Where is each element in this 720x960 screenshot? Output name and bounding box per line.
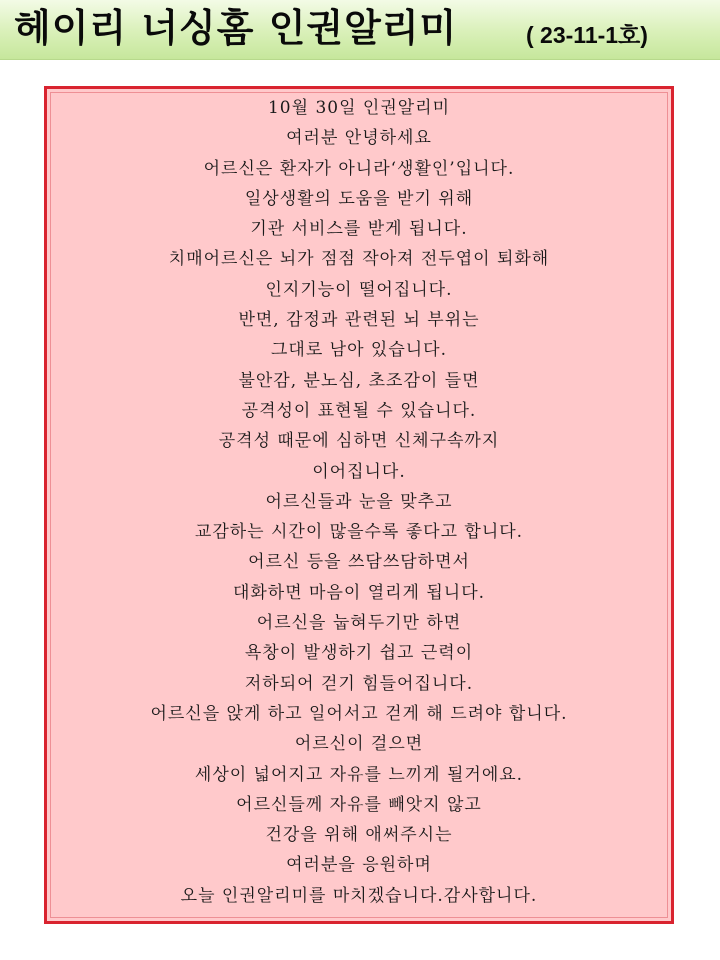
notice-line: 어르신 등을 쓰담쓰담하면서 xyxy=(248,552,470,573)
notice-line: 일상생활의 도움을 받기 위해 xyxy=(244,188,474,209)
notice-line: 여러분 안녕하세요 xyxy=(286,128,432,149)
notice-line: 이어집니다. xyxy=(312,461,406,482)
notice-line: 기관 서비스를 받게 됩니다. xyxy=(250,219,468,240)
notice-line: 여러분을 응원하며 xyxy=(286,855,432,876)
notice-line: 반면, 감정과 관련된 뇌 부위는 xyxy=(238,310,480,331)
notice-line: 치매어르신은 뇌가 점점 작아져 전두엽이 퇴화해 xyxy=(168,249,550,270)
notice-line: 어르신을 눕혀두기만 하면 xyxy=(256,613,462,634)
notice-line: 오늘 인권알리미를 마치겠습니다.감사합니다. xyxy=(180,885,538,906)
notice-line: 그대로 남아 있습니다. xyxy=(270,340,447,361)
notice-line: 공격성이 표현될 수 있습니다. xyxy=(241,400,477,421)
notice-text xyxy=(50,93,668,911)
notice-line: 어르신은 환자가 아니라‘생활인’입니다. xyxy=(203,158,515,179)
notice-line: 대화하면 마음이 열리게 됩니다. xyxy=(232,582,486,603)
notice-line: 10월 30일 인권알리미 xyxy=(267,98,451,118)
notice-line: 공격성 때문에 심하면 신체구속까지 xyxy=(218,431,500,452)
notice-line: 욕창이 발생하기 쉽고 근력이 xyxy=(244,643,474,664)
notice-line: 건강을 위해 애써주시는 xyxy=(265,825,453,846)
notice-line: 세상이 넓어지고 자유를 느끼게 될거에요. xyxy=(194,764,524,785)
issue-number: ( 23-11-1호) xyxy=(526,22,648,48)
notice-line: 어르신이 걸으면 xyxy=(294,734,424,755)
notice-line: 불안감, 분노심, 초조감이 들면 xyxy=(238,370,480,391)
header-banner xyxy=(0,0,720,60)
notice-line: 인지기능이 떨어집니다. xyxy=(265,279,453,300)
notice-line: 어르신들께 자유를 빼앗지 않고 xyxy=(236,794,482,815)
notice-line: 저하되어 걷기 힘들어집니다. xyxy=(244,673,474,694)
notice-line: 교감하는 시간이 많을수록 좋다고 합니다. xyxy=(194,522,524,543)
notice-line: 어르신을 앉게 하고 일어서고 걷게 해 드려야 합니다. xyxy=(150,703,568,724)
notice-box xyxy=(44,86,674,924)
page-title: 헤이리 너싱홈 인권알리미 xyxy=(14,6,458,50)
notice-line: 어르신들과 눈을 맞추고 xyxy=(265,491,453,512)
